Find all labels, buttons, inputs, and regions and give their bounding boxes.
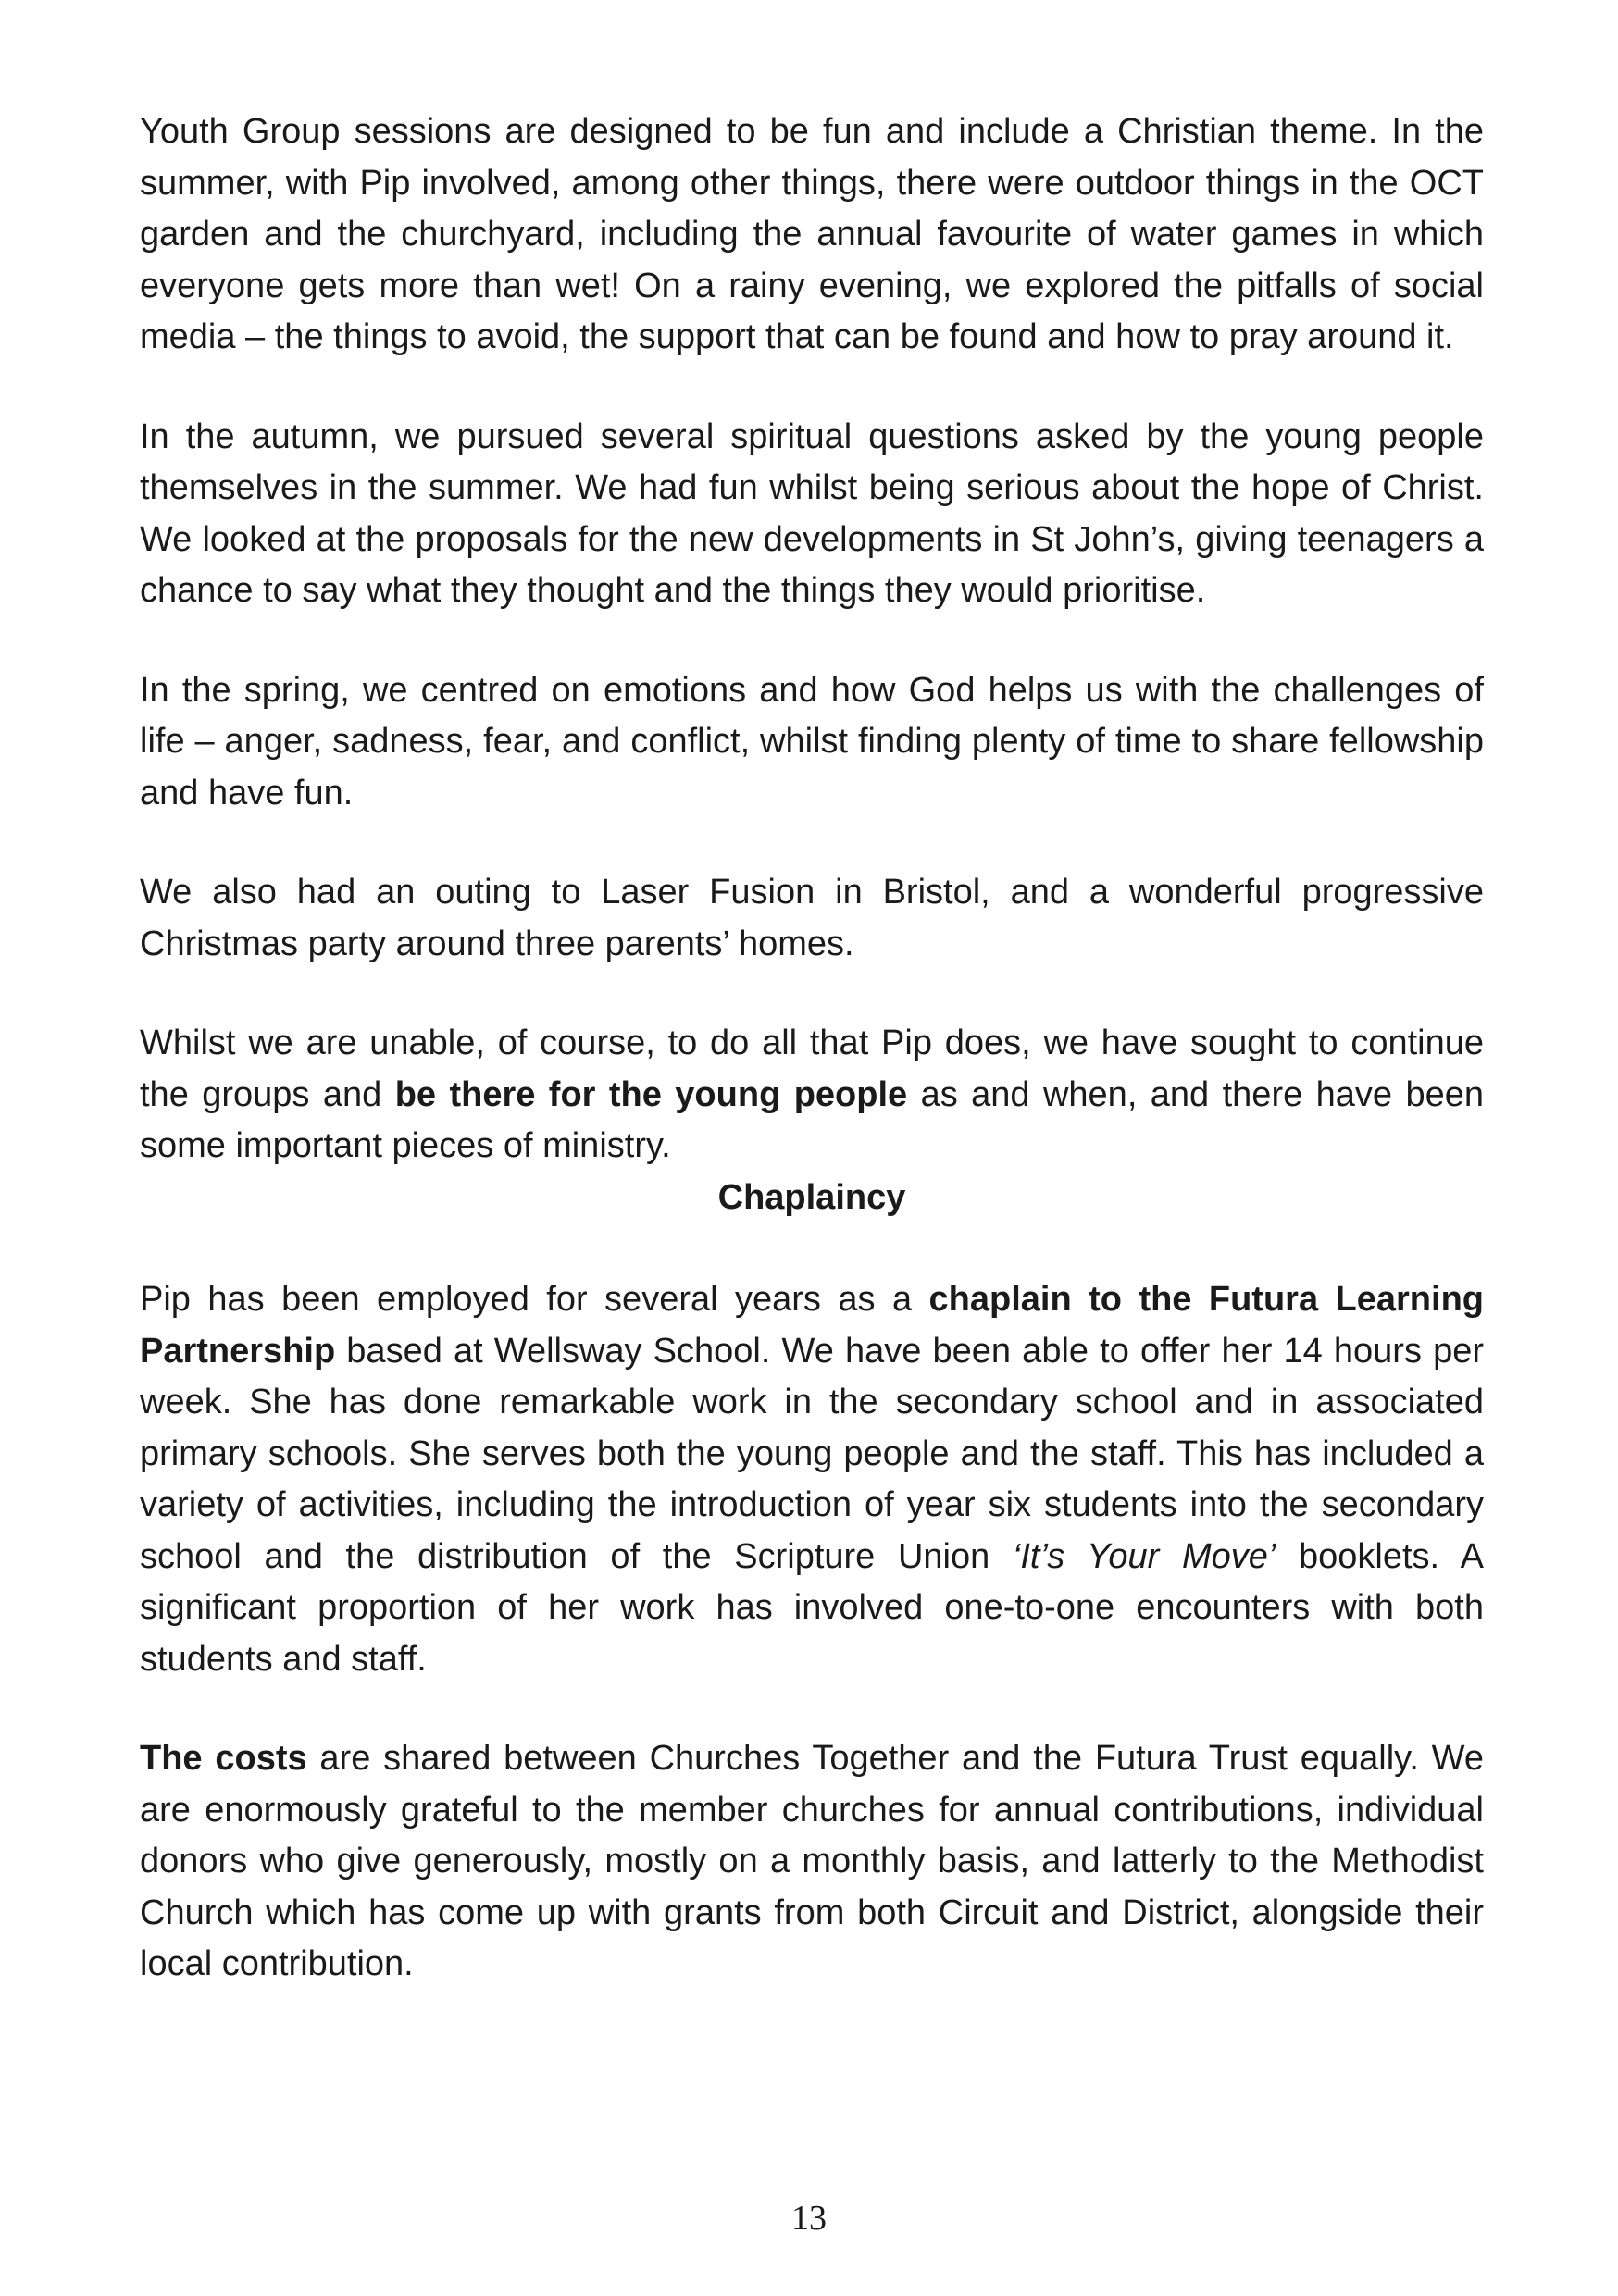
page-number: 13 (791, 2199, 827, 2238)
paragraph-autumn: In the autumn, we pursued several spiritual questions asked by the young people themselves in the summer. We had fun whilst being serious about the hope of Christ. We looked at the proposals for the new developments in St John’s, giving teenagers a chance to say what they thought and the things they would prioritise. (140, 416, 1484, 610)
paragraph-youth-group: Youth Group sessions are designed to be fun and include a Christian theme. In the summer, with Pip involved, among other things, there were outdoor things in the OCT garden and the churchyard, including the annual favourite of water games in which everyone gets more than wet! On a rainy evening, we explored the pitfalls of social media – the things to avoid, the support that can be found and how to pray around it. (140, 112, 1484, 356)
paragraph-spring: In the spring, we centred on emotions and how God helps us with the challenges of life – anger, sadness, fear, and conflict, whilst finding plenty of time to share fellowship and have fun. (140, 670, 1484, 813)
text-run: Pip has been employed for several years as a (140, 1280, 929, 1319)
paragraph-chaplain (140, 1274, 1484, 1685)
bold-run: be there for the young people (394, 1074, 908, 1114)
bold-run: The costs (140, 1739, 307, 1778)
page-body (140, 106, 1484, 1991)
text-run: Whilst we are unable, of course, to do all that Pip does, we have sought to continue the groups and (140, 1024, 1484, 1114)
text-run: based at Wellsway School. We have been able to offer her 14 hours per week. She has done remarkable work in the secondary school and in associated primary schools. She serves both the young people and the staff. This has included a variety of activities, including the introduction of year six students into the secondary school and the distribution of the Scripture Union (140, 1331, 1484, 1576)
bold-run: chaplain to the Futura Learning Partnership (140, 1280, 1485, 1371)
italic-run: ‘It’s Your Move’ (1012, 1536, 1276, 1576)
text-run: are shared between Churches Together and the Futura Trust equally. We are enormously grateful to the member churches for annual contributions, individual donors who give generously, mostly on a monthly basis, and latterly to the Methodist Church which has come up with grants from both Circuit and District, alongside their local contribution. (140, 1739, 1484, 1983)
heading-chaplaincy: Chaplaincy (717, 1177, 906, 1217)
text-run: booklets. A significant proportion of her work has involved one-to-one encounters with both students and staff. (140, 1536, 1484, 1679)
text-run: as and when, and there have been some important pieces of ministry. (140, 1074, 1485, 1165)
paragraph-continue-groups (140, 1018, 1484, 1173)
paragraph-outing: We also had an outing to Laser Fusion in Bristol, and a wonderful progressive Christmas party around three parents’ homes. (140, 873, 1484, 963)
paragraph-costs (140, 1733, 1484, 1991)
